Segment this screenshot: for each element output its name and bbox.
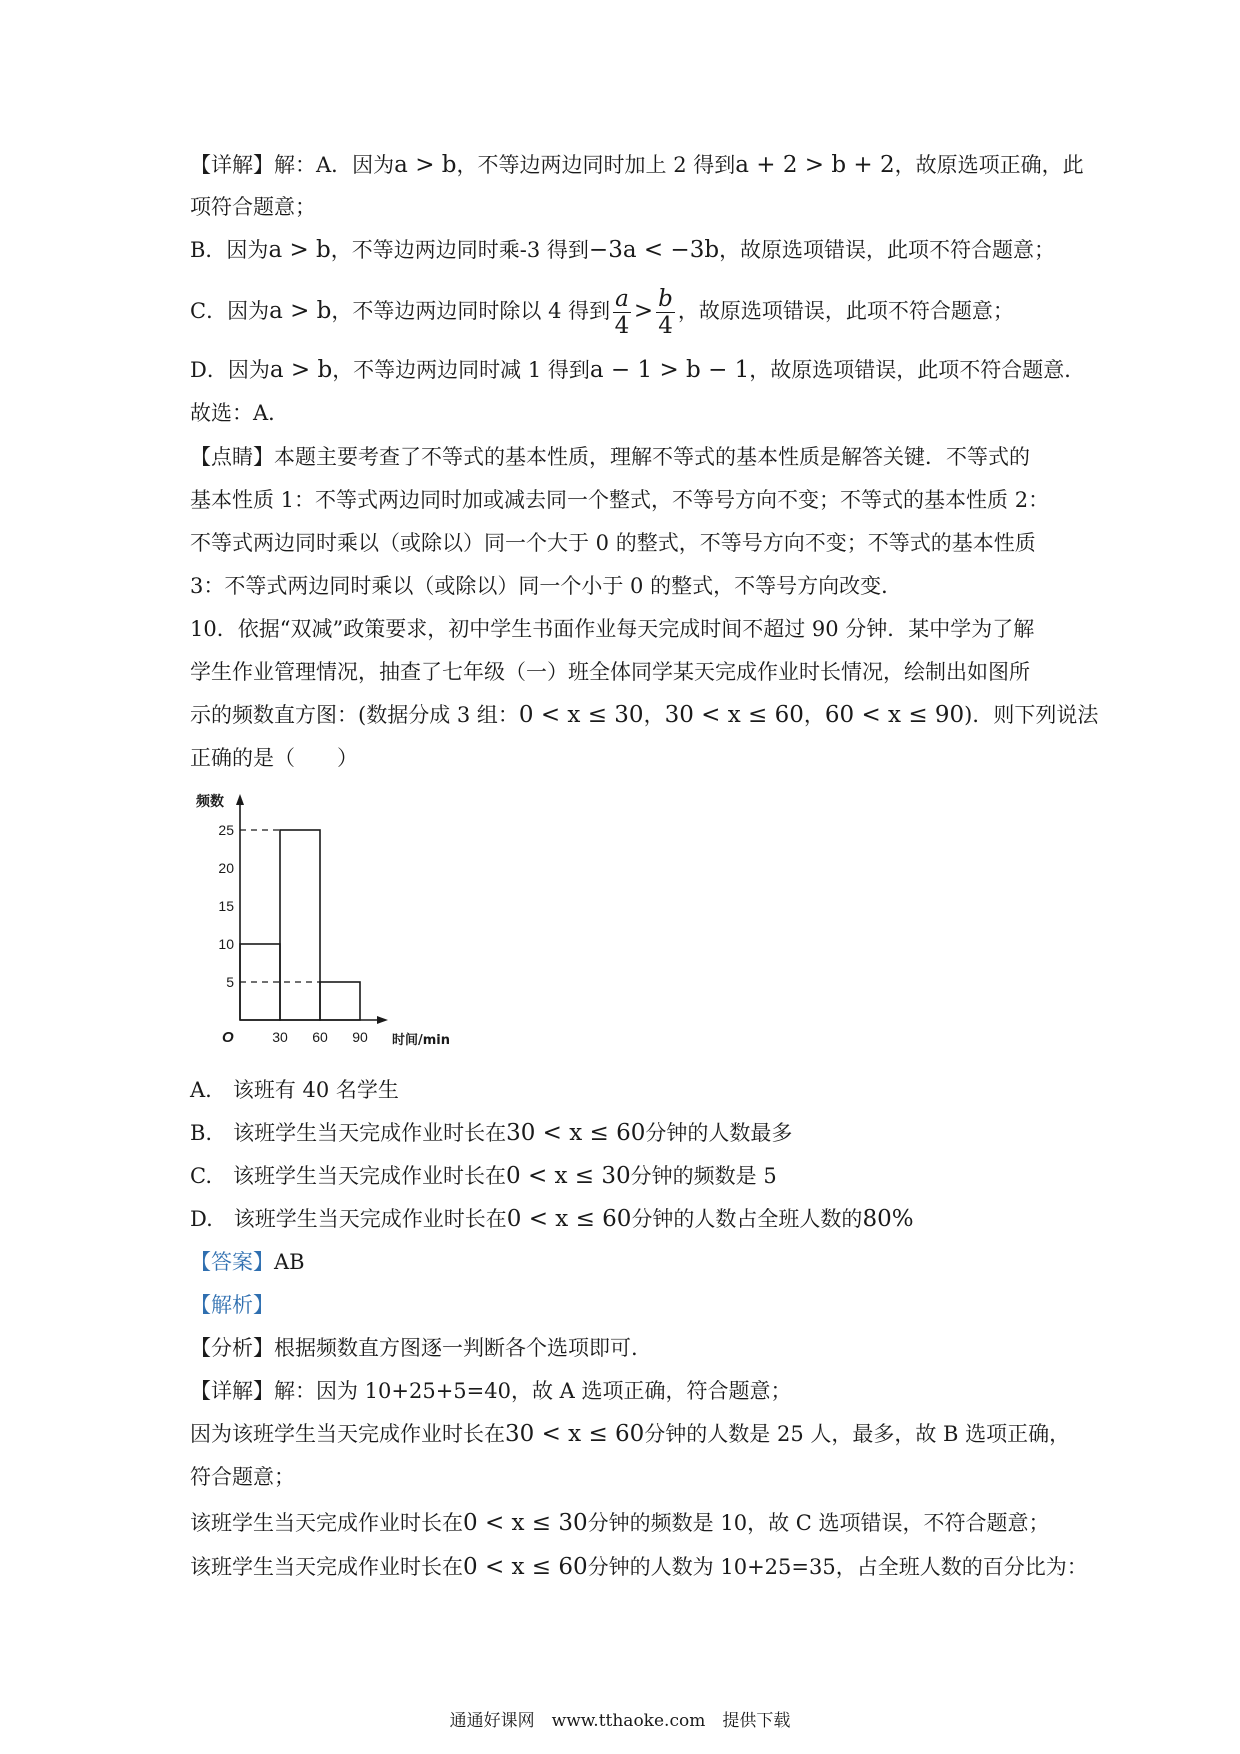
- answer-heading: 【答案】: [190, 1250, 274, 1274]
- fraction-a-over-4: $\frac{a}{4}$: [614, 286, 630, 339]
- frequency-histogram: [190, 782, 480, 1062]
- histogram-bar: [320, 982, 360, 1020]
- detail-a-line: 【详解】解：A．因为a > b，不等边两边同时加上 2 得到a + 2 > b + 2，故原选项正确，此: [190, 152, 1084, 178]
- option-b: B. 该班学生当天完成作业时长在30 < x ≤ 60分钟的人数最多: [190, 1120, 793, 1146]
- detail-line-1: 【详解】解：因为 10+25+5=40，故 A 选项正确，符合题意；: [190, 1379, 792, 1403]
- y-tick-label: 5: [226, 974, 234, 990]
- option-a: A. 该班有 40 名学生: [190, 1078, 399, 1102]
- analysis-line: 【分析】根据频数直方图逐一判断各个选项即可.: [190, 1336, 638, 1360]
- comment-line-3: 不等式两边同时乘以（或除以）同一个大于 0 的整式，不等号方向不变；不等式的基本性质: [190, 531, 1036, 555]
- origin-label: O: [222, 1029, 234, 1046]
- page-footer: 通通好课网 www.tthaoke.com 提供下载: [449, 1711, 791, 1731]
- detail-line-4: 该班学生当天完成作业时长在0 < x ≤ 30分钟的频数是 10，故 C 选项错误，不符合题意；: [190, 1510, 1050, 1536]
- histogram-bar: [280, 830, 320, 1020]
- detail-c-line: C．因为a > b，不等边两边同时除以 4 得到 $\frac{a}{4}$ > $\frac{b}{4}$ ，故原选项错误，此项不符合题意；: [190, 286, 1014, 339]
- choice-line: 故选：A．: [190, 401, 290, 425]
- analysis-heading: 【解析】: [190, 1293, 274, 1317]
- y-tick-label: 20: [218, 860, 234, 876]
- y-axis-title: 频数: [196, 794, 224, 810]
- x-tick-label: 60: [312, 1029, 328, 1045]
- option-c: C. 该班学生当天完成作业时长在0 < x ≤ 30分钟的频数是 5: [190, 1163, 777, 1189]
- question-10-stem-1: 10．依据“双减”政策要求，初中学生书面作业每天完成时间不超过 90 分钟．某中学为了解: [190, 617, 1035, 641]
- detail-line-2: 因为该班学生当天完成作业时长在30 < x ≤ 60分钟的人数是 25 人，最多，故 B 选项正确，: [190, 1421, 1071, 1447]
- question-10-stem-4: 正确的是（ ）: [190, 746, 358, 770]
- comment-line-2: 基本性质 1：不等式两边同时加或减去同一个整式，不等号方向不变；不等式的基本性质 2：: [190, 488, 1050, 512]
- y-tick-label: 25: [218, 822, 234, 838]
- answer-value: AB: [274, 1250, 305, 1274]
- question-10-stem-3: 示的频数直方图：(数据分成 3 组：0 < x ≤ 30，30 < x ≤ 60，60 < x ≤ 90)．则下列说法: [190, 702, 1099, 728]
- y-tick-label: 10: [218, 936, 234, 952]
- x-tick-label: 30: [272, 1029, 288, 1045]
- y-tick-label: 15: [218, 898, 234, 914]
- x-axis-arrow: [377, 1016, 388, 1024]
- detail-line-3: 符合题意；: [190, 1465, 295, 1489]
- detail-b-line: B．因为a > b，不等边两边同时乘-3 得到−3a < −3b，故原选项错误，此项不符合题意；: [190, 237, 1056, 263]
- detail-d-line: D．因为a > b，不等边两边同时减 1 得到a − 1 > b − 1，故原选项错误，此项不符合题意．: [190, 357, 1086, 383]
- y-axis-arrow: [236, 794, 244, 805]
- detail-line-5: 该班学生当天完成作业时长在0 < x ≤ 60分钟的人数为 10+25=35，占全班人数的百分比为：: [190, 1554, 1088, 1580]
- comment-line-1: 【点睛】本题主要考查了不等式的基本性质，理解不等式的基本性质是解答关键．不等式的: [190, 445, 1030, 469]
- x-axis-title: 时间/min: [392, 1033, 451, 1048]
- option-d: D. 该班学生当天完成作业时长在0 < x ≤ 60分钟的人数占全班人数的80%: [190, 1206, 914, 1232]
- fraction-b-over-4: $\frac{b}{4}$: [658, 286, 673, 339]
- question-10-stem-2: 学生作业管理情况，抽查了七年级（一）班全体同学某天完成作业时长情况，绘制出如图所: [190, 660, 1030, 684]
- answer-line: [190, 1247, 305, 1277]
- detail-a-continuation: 项符合题意；: [190, 195, 316, 219]
- comment-line-4: 3：不等式两边同时乘以（或除以）同一个小于 0 的整式，不等号方向改变．: [190, 574, 903, 598]
- x-tick-label: 90: [352, 1029, 368, 1045]
